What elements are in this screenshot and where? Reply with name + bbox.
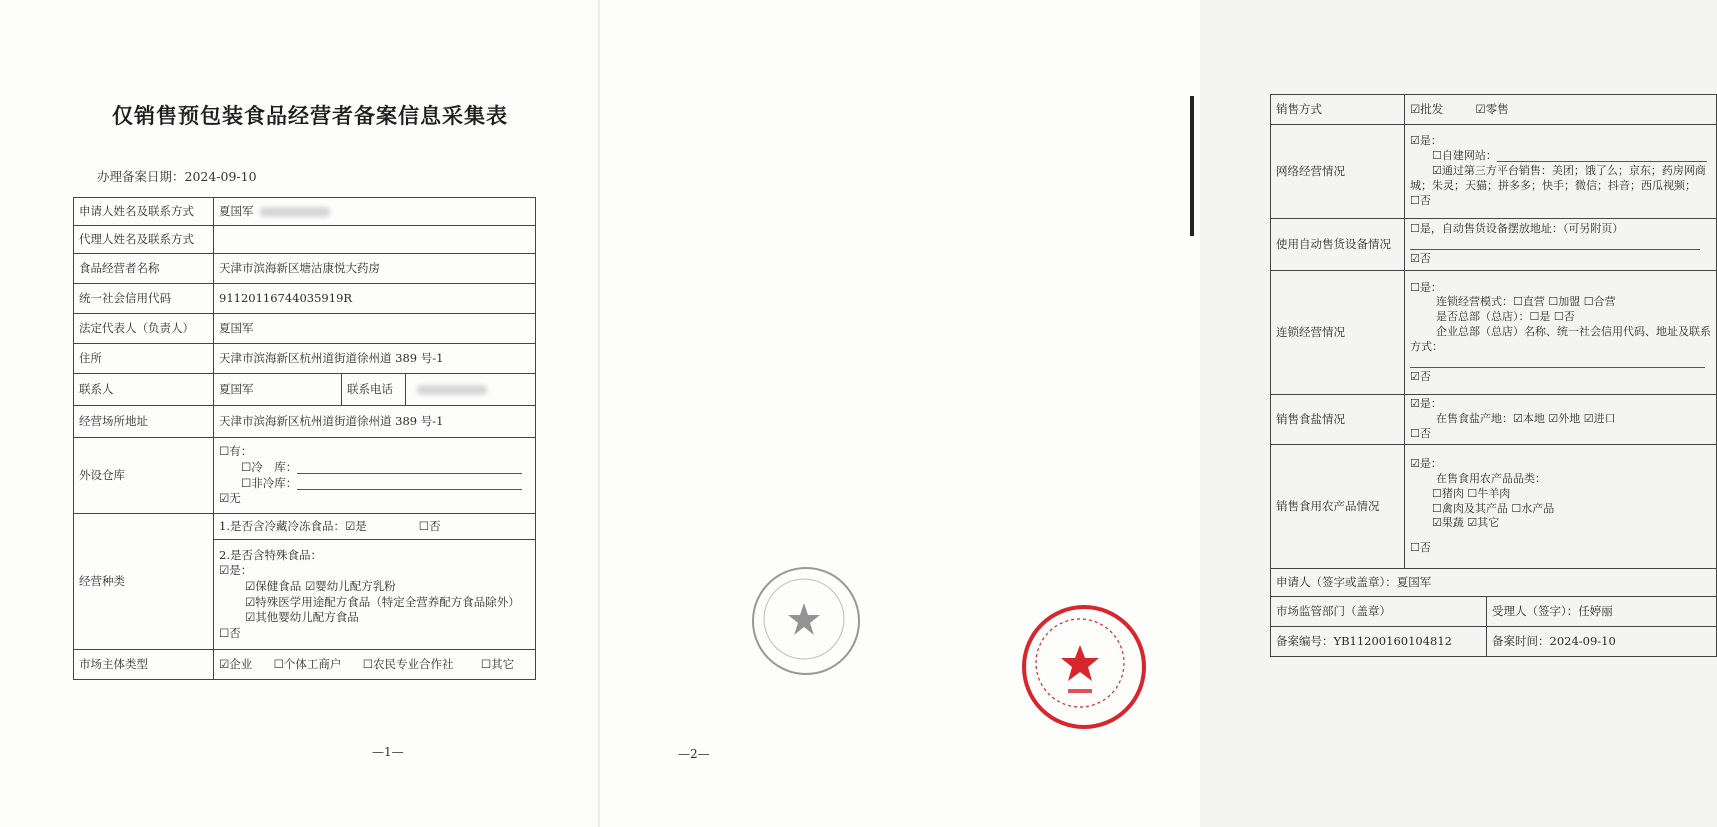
- gray-official-seal: [752, 567, 860, 675]
- salt-label: 销售食盐情况: [1271, 395, 1405, 445]
- agri-kinds: 在售食用农产品品类：: [1436, 471, 1546, 485]
- salt-yes: ☑是：: [1410, 397, 1442, 411]
- vending-no: ☑否: [1410, 251, 1431, 265]
- warehouse-cold-row: [219, 460, 530, 476]
- entity-type-option-enterprise: ☑企业: [219, 656, 253, 671]
- chain-hq: 是否总部（总店）：☐是 ☐否: [1436, 310, 1575, 324]
- credit-code-value: 91120116744035919R: [214, 284, 536, 314]
- category-q2-cell: [214, 540, 536, 650]
- dept-label: 市场监管部门（盖章）: [1271, 597, 1487, 627]
- redacted-phone: [260, 207, 330, 217]
- agent-value: [214, 226, 536, 254]
- record-time-label: 备案时间：: [1492, 633, 1550, 648]
- info-table-page2: [1270, 94, 1717, 657]
- category-item-1: ☑保健食品 ☑婴幼儿配方乳粉: [245, 578, 396, 593]
- info-table-page1: [73, 197, 536, 680]
- applicant-sign-label: 申请人（签字或盖章）：: [1276, 574, 1397, 589]
- form-title: 仅销售预包装食品经营者备案信息采集表: [112, 103, 508, 128]
- warehouse-noncold: ☐非冷库：: [241, 475, 298, 490]
- category-item-3: ☑其他婴幼儿配方食品: [245, 610, 359, 625]
- category-q1-no: ☐否: [418, 518, 441, 533]
- record-date: [97, 167, 257, 185]
- record-date-value: 2024-09-10: [184, 169, 257, 184]
- warehouse-label: 外设仓库: [74, 438, 214, 514]
- chain-hq-info: 企业总部（总店）名称、统一社会信用代码、地址及联系: [1436, 325, 1711, 339]
- chain-label: 连锁经营情况: [1271, 271, 1405, 395]
- applicant-label: 申请人姓名及联系方式: [74, 198, 214, 226]
- online-platform: ☑通过第三方平台销售：美团；饿了么；京东；药房网商: [1432, 164, 1706, 178]
- entity-type-option-other: ☐其它: [480, 656, 515, 671]
- chain-hq-info-2: 方式：: [1410, 339, 1443, 353]
- online-yes: ☑是：: [1410, 134, 1442, 148]
- record-no-label: 备案编号：: [1276, 633, 1334, 648]
- entity-type-label: 市场主体类型: [74, 650, 214, 680]
- warehouse-noncold-row: [219, 476, 530, 492]
- contact-label: 联系人: [74, 374, 214, 406]
- category-q1: 1.是否含冷藏冷冻食品：☑是: [219, 518, 367, 533]
- residence-label: 住所: [74, 344, 214, 374]
- contact-value: 夏国军: [214, 374, 342, 406]
- address-label: 经营场所地址: [74, 406, 214, 438]
- page-number-1: —1—: [372, 745, 404, 759]
- page-1: [0, 0, 600, 827]
- online-no: ☐否: [1410, 193, 1431, 207]
- salt-no: ☐否: [1410, 426, 1431, 440]
- warehouse-yes: ☐有：: [219, 444, 253, 459]
- vending-label: 使用自动售货设备情况: [1271, 219, 1405, 271]
- category-item-2: ☑特殊医学用途配方食品（特定全营养配方食品除外）: [245, 594, 520, 609]
- category-label: 经营种类: [74, 514, 214, 650]
- vending-yes: ☐是，自动售货设备摆放地址：（可另附页）: [1410, 222, 1624, 236]
- phone-label: 联系电话: [342, 374, 406, 406]
- online-platform-2: 城；朱灵；天猫；拼多多；快手；微信；抖音；西瓜视频；: [1410, 178, 1696, 192]
- sales-mode-retail: ☑零售: [1475, 101, 1509, 116]
- business-name-value: 天津市滨海新区塘沽康悦大药房: [214, 254, 536, 284]
- phone-value: [406, 374, 536, 406]
- online-own-site: ☐自建网站：: [1432, 149, 1497, 163]
- sales-mode-label: 销售方式: [1271, 95, 1405, 125]
- applicant-cell: [214, 198, 536, 226]
- agri-no: ☐否: [1410, 541, 1431, 555]
- chain-no: ☑否: [1410, 369, 1431, 383]
- agent-label: 代理人姓名及联系方式: [74, 226, 214, 254]
- legal-rep-label: 法定代表人（负责人）: [74, 314, 214, 344]
- applicant-value: 夏国军: [219, 203, 254, 218]
- entity-type-cell: [214, 650, 536, 680]
- agri-yes: ☑是：: [1410, 456, 1442, 470]
- agri-row-3: ☑果蔬 ☑其它: [1432, 516, 1500, 530]
- applicant-sign-cell: [1271, 569, 1717, 597]
- page-number-2: —2—: [678, 747, 710, 761]
- record-time-value: 2024-09-10: [1549, 633, 1616, 648]
- warehouse-no: ☑无: [219, 491, 241, 506]
- vending-cell: [1405, 219, 1717, 271]
- receiver-label: 受理人（签字）：: [1492, 603, 1579, 618]
- receiver-cell: [1487, 597, 1717, 627]
- business-name-label: 食品经营者名称: [74, 254, 214, 284]
- salt-origin: 在售食盐产地：☑本地 ☑外地 ☑进口: [1436, 412, 1616, 426]
- category-q2-no: ☐否: [219, 625, 241, 640]
- residence-value: 天津市滨海新区杭州道街道徐州道 389 号-1: [214, 344, 536, 374]
- warehouse-cell: [214, 438, 536, 514]
- record-time-cell: [1487, 627, 1717, 657]
- salt-cell: [1405, 395, 1717, 445]
- category-q2-yes: ☑是：: [219, 563, 253, 578]
- category-q1-cell: [214, 514, 536, 540]
- chain-cell: [1405, 271, 1717, 395]
- chain-yes: ☐是：: [1410, 280, 1442, 294]
- online-own-site-row: [1410, 149, 1711, 164]
- record-date-label: 办理备案日期：: [97, 169, 185, 184]
- warehouse-cold: ☐冷 库：: [241, 459, 298, 474]
- agri-row-1: ☐猪肉 ☐牛羊肉: [1432, 486, 1511, 500]
- online-label: 网络经营情况: [1271, 125, 1405, 219]
- applicant-sign-value: 夏国军: [1396, 574, 1432, 589]
- agri-cell: [1405, 445, 1717, 569]
- scan-edge-mark: [1190, 96, 1194, 236]
- agri-row-2: ☐禽肉及其产品 ☐水产品: [1432, 501, 1555, 515]
- online-cell: [1405, 125, 1717, 219]
- credit-code-label: 统一社会信用代码: [74, 284, 214, 314]
- chain-mode: 连锁经营模式：☐直营 ☐加盟 ☐合营: [1436, 295, 1616, 309]
- record-no-cell: [1271, 627, 1487, 657]
- record-no-value: YB11200160104812: [1333, 633, 1452, 648]
- sales-mode-wholesale: ☑批发: [1410, 101, 1444, 116]
- redacted-phone-2: [417, 385, 487, 395]
- red-business-seal: [1022, 605, 1146, 729]
- category-q2: 2.是否含特殊食品：: [219, 547, 322, 562]
- entity-type-option-individual: ☐个体工商户: [273, 656, 342, 671]
- legal-rep-value: 夏国军: [214, 314, 536, 344]
- agri-label: 销售食用农产品情况: [1271, 445, 1405, 569]
- address-value: 天津市滨海新区杭州道街道徐州道 389 号-1: [214, 406, 536, 438]
- sales-mode-cell: [1405, 95, 1717, 125]
- receiver-value: 任婷丽: [1578, 603, 1613, 618]
- entity-type-option-coop: ☐农民专业合作社: [362, 656, 454, 671]
